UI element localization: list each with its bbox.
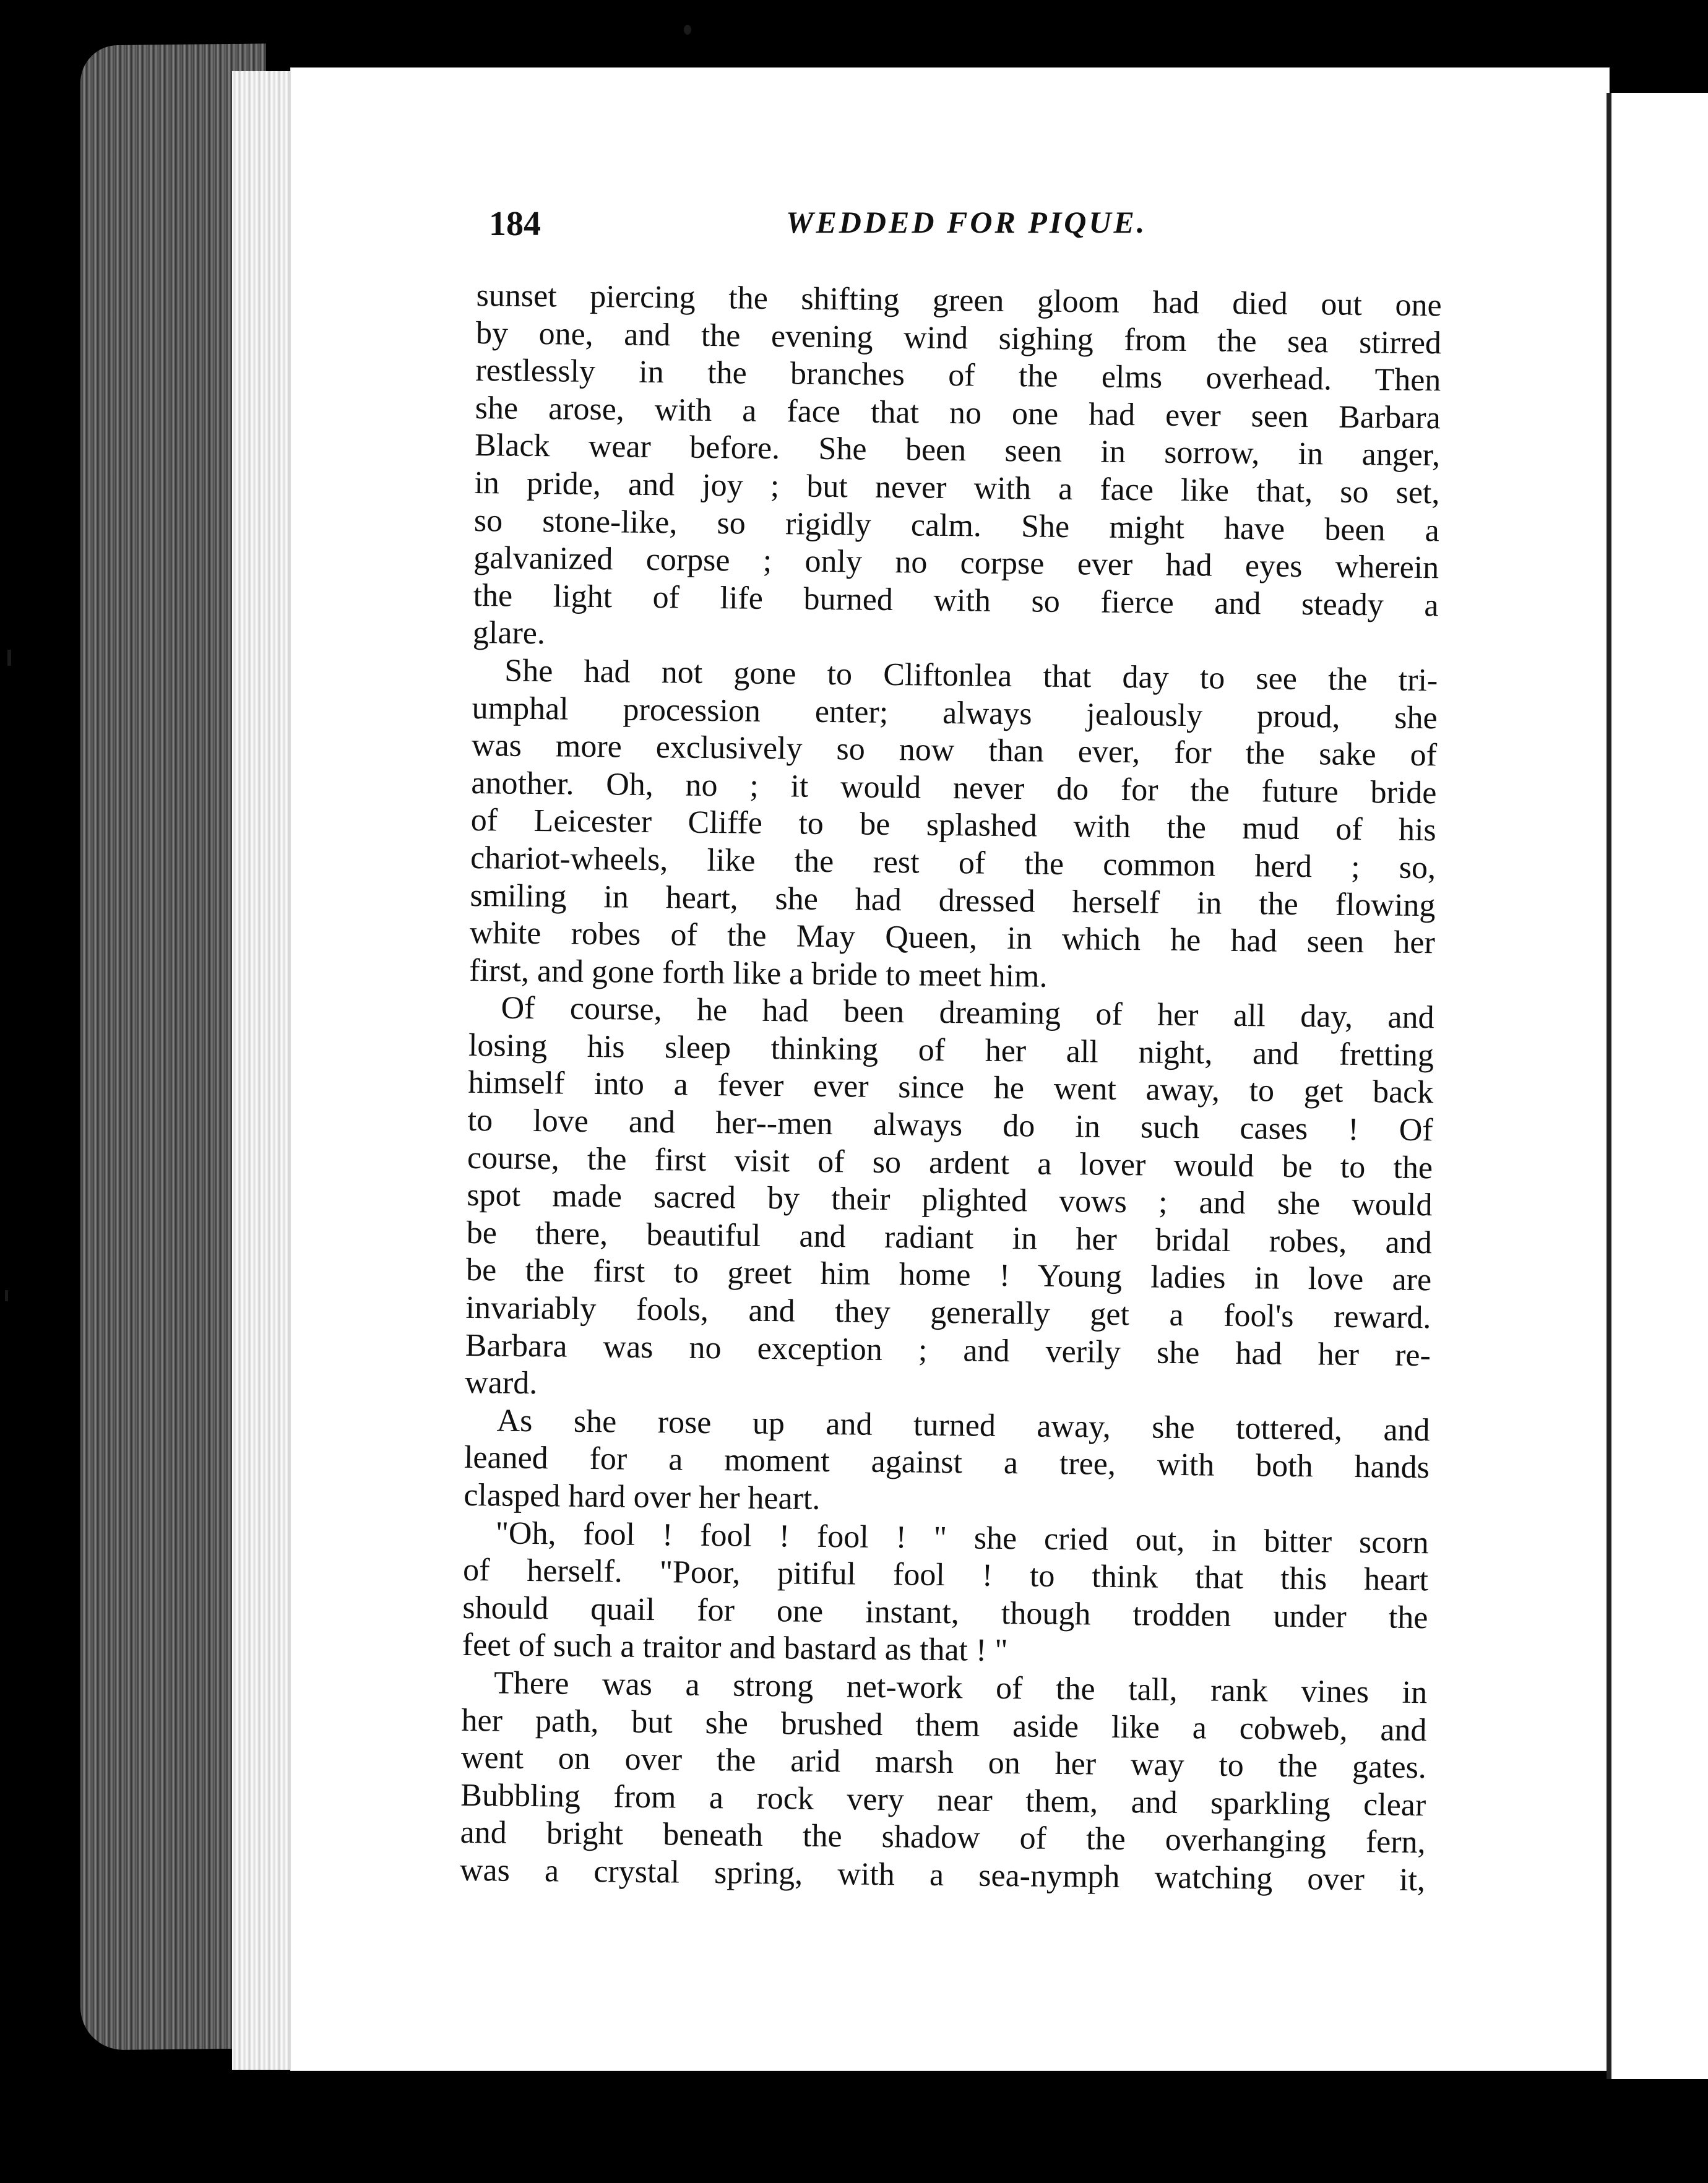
- text-line: to love and her--men always do in such cases ! Of: [467, 1102, 1433, 1148]
- text-line: smiling in heart, she had dressed herself in the flowing: [470, 877, 1436, 923]
- page-number: 184: [489, 205, 541, 243]
- text-line: be there, beautiful and radiant in her bridal robes, and: [466, 1215, 1433, 1261]
- text-line: himself into a fever ever since he went away, to get back: [468, 1065, 1434, 1111]
- text-line: restlessly in the branches of the elms overhead. Then: [475, 353, 1441, 398]
- text-line: by one, and the evening wind sighing from the sea stirred: [475, 315, 1442, 361]
- text-line: glare.: [472, 615, 546, 652]
- text-line: was more exclusively so now than ever, for the sake of: [471, 728, 1438, 773]
- text-line: She had not gone to Cliftonlea that day to see the tri-: [504, 653, 1438, 699]
- running-title: WEDDED FOR PIQUE.: [786, 205, 1147, 239]
- body-text: [460, 277, 1442, 1900]
- text-line: sunset piercing the shifting green gloom had died out one: [476, 277, 1442, 324]
- text-line: losing his sleep thinking of her all night, and fretting: [468, 1027, 1434, 1074]
- text-line: white robes of the May Queen, in which he had seen her: [469, 915, 1436, 961]
- text-line: of Leicester Cliffe to be splashed with the mud of his: [470, 803, 1437, 848]
- text-line: she arose, with a face that no one had ever seen Barbara: [475, 390, 1441, 436]
- text-line: in pride, and joy ; but never with a face like that, so set,: [474, 465, 1440, 511]
- text-line: There was a strong net-work of the tall, rank vines in: [493, 1665, 1428, 1711]
- dust-speck: [5, 1290, 8, 1301]
- text-line: ward.: [464, 1365, 538, 1402]
- text-line: of herself. "Poor, pitiful fool ! to think that this heart: [462, 1552, 1429, 1598]
- text-line: spot made sacred by their plighted vows ; and she would: [467, 1178, 1433, 1223]
- text-line: first, and gone forth like a bride to meet him.: [468, 952, 1048, 994]
- text-line: Black wear before. She been seen in sorrow, in anger,: [474, 428, 1441, 473]
- dust-speck: [7, 650, 11, 666]
- text-line: her path, but she brushed them aside like a cobweb, and: [461, 1702, 1427, 1748]
- text-line: be the first to greet him home ! Young ladies in love are: [465, 1252, 1432, 1298]
- page-stack-leaves: [232, 71, 300, 2070]
- text-line: leaned for a moment against a tree, with both hands: [464, 1440, 1430, 1486]
- text-line: Barbara was no exception ; and verily she had her re-: [465, 1327, 1431, 1373]
- text-line: should quail for one instant, though trodden under the: [462, 1590, 1428, 1635]
- text-line: so stone-like, so rigidly calm. She might have been a: [473, 502, 1440, 548]
- text-line: and bright beneath the shadow of the overhanging fern,: [460, 1815, 1426, 1861]
- text-line: clasped hard over her heart.: [464, 1477, 821, 1517]
- text-line: invariably fools, and they generally get a fool's reward.: [465, 1290, 1431, 1336]
- text-line: the light of life burned with so fierce and steady a: [473, 577, 1439, 624]
- text-line: course, the first visit of so ardent a lover would be to the: [467, 1140, 1433, 1186]
- dust-speck: [684, 25, 691, 35]
- text-line: Bubbling from a rock very near them, and sparkling clear: [460, 1777, 1426, 1823]
- text-line: Of course, he had been dreaming of her all day, and: [501, 990, 1434, 1036]
- text-line: galvanized corpse ; only no corpse ever had eyes wherein: [473, 540, 1439, 586]
- page-header: [489, 204, 1170, 254]
- text-line: feet of such a traitor and bastard as that ! ": [462, 1627, 1008, 1669]
- facing-page-edge: [1611, 93, 1708, 2079]
- right-page-gutter: [1607, 93, 1611, 2079]
- text-line: another. Oh, no ; it would never do for the future bride: [471, 765, 1437, 811]
- text-line: went on over the arid marsh on her way to the gates.: [460, 1740, 1427, 1786]
- text-line: "Oh, fool ! fool ! fool ! " she cried out, in bitter scorn: [495, 1515, 1429, 1561]
- text-line: chariot-wheels, like the rest of the common herd ; so,: [470, 840, 1436, 886]
- text-line: umphal procession enter; always jealously proud, she: [472, 690, 1438, 736]
- text-line: As she rose up and turned away, she tottered, and: [496, 1403, 1430, 1449]
- text-line: was a crystal spring, with a sea-nymph watching over it,: [459, 1852, 1426, 1898]
